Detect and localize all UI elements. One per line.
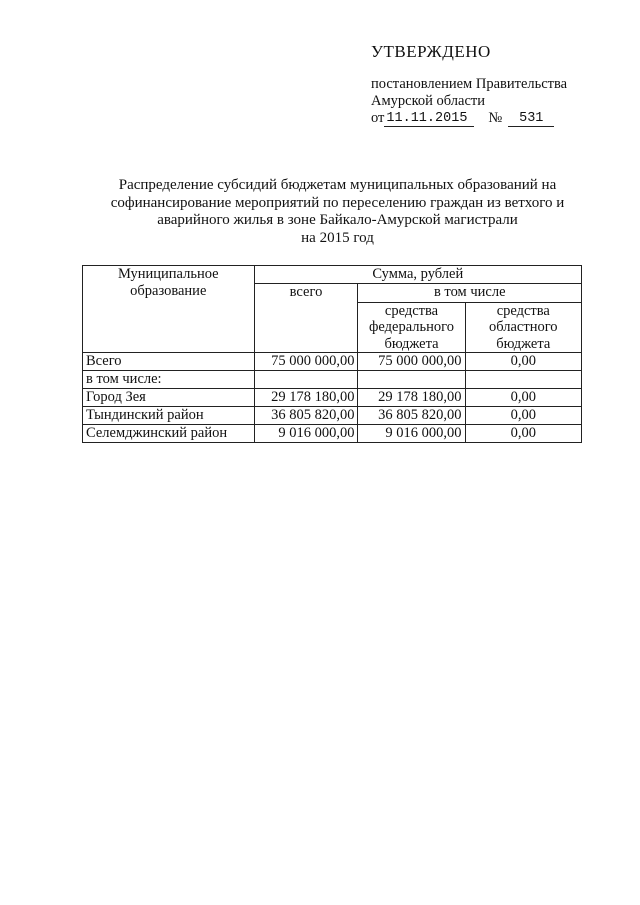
table-row <box>83 407 582 425</box>
header-municipality-line: образование <box>130 282 207 299</box>
row-total: 29 178 180,00 <box>254 389 358 407</box>
approval-from-label: от <box>371 110 385 126</box>
row-name: в том числе: <box>83 371 255 389</box>
header-amount: Сумма, рублей <box>254 266 581 284</box>
document-title <box>100 177 575 247</box>
document-title-line: на 2015 год <box>301 229 374 246</box>
header-federal <box>358 302 465 353</box>
document-title-line: аварийного жилья в зоне Байкало-Амурской магистрали <box>157 212 518 228</box>
row-total <box>254 371 358 389</box>
header-including: в том числе <box>358 283 582 302</box>
row-federal: 9 016 000,00 <box>358 425 465 443</box>
row-federal: 29 178 180,00 <box>358 389 465 407</box>
row-name: Всего <box>83 353 255 371</box>
document-title-line: Распределение субсидий бюджетам муниципальных образований на <box>118 177 557 193</box>
row-regional: 0,00 <box>465 389 581 407</box>
approval-number-sign: № <box>488 110 503 126</box>
approval-stamp <box>371 42 611 127</box>
row-total: 9 016 000,00 <box>254 425 358 443</box>
approval-region: Амурской области <box>371 93 485 109</box>
table-header-row <box>83 266 582 284</box>
header-total: всего <box>254 283 358 353</box>
row-name: Город Зея <box>83 389 255 407</box>
header-municipality-line: Муниципальное <box>117 266 219 282</box>
approval-date-row <box>371 110 611 127</box>
header-regional-line: областного <box>488 319 558 335</box>
approval-date: 11.11.2015 <box>384 111 474 127</box>
header-federal-line: федерального <box>369 319 454 335</box>
row-federal <box>358 371 465 389</box>
row-name: Тындинский район <box>83 407 255 425</box>
header-regional <box>465 302 581 353</box>
approval-authority: постановлением Правительства <box>371 76 568 92</box>
row-total: 36 805 820,00 <box>254 407 358 425</box>
header-federal-line: средства <box>384 302 439 319</box>
approval-title: УТВЕРЖДЕНО <box>371 42 491 61</box>
row-total: 75 000 000,00 <box>254 353 358 371</box>
table-row <box>83 425 582 443</box>
table-row <box>83 353 582 371</box>
table-row <box>83 371 582 389</box>
header-regional-line: средства <box>496 302 550 319</box>
row-federal: 75 000 000,00 <box>358 353 465 371</box>
header-federal-line: бюджета <box>384 335 439 352</box>
row-federal: 36 805 820,00 <box>358 407 465 425</box>
row-regional: 0,00 <box>465 353 581 371</box>
header-municipality <box>83 266 255 353</box>
header-regional-line: бюджета <box>496 335 551 352</box>
subsidies-table <box>82 265 582 443</box>
approval-number: 531 <box>508 111 554 127</box>
table-row <box>83 389 582 407</box>
row-regional: 0,00 <box>465 425 581 443</box>
row-regional <box>465 371 581 389</box>
document-title-line: софинансирование мероприятий по переселению граждан из ветхого и <box>110 194 565 211</box>
row-name: Селемджинский район <box>83 425 255 443</box>
row-regional: 0,00 <box>465 407 581 425</box>
